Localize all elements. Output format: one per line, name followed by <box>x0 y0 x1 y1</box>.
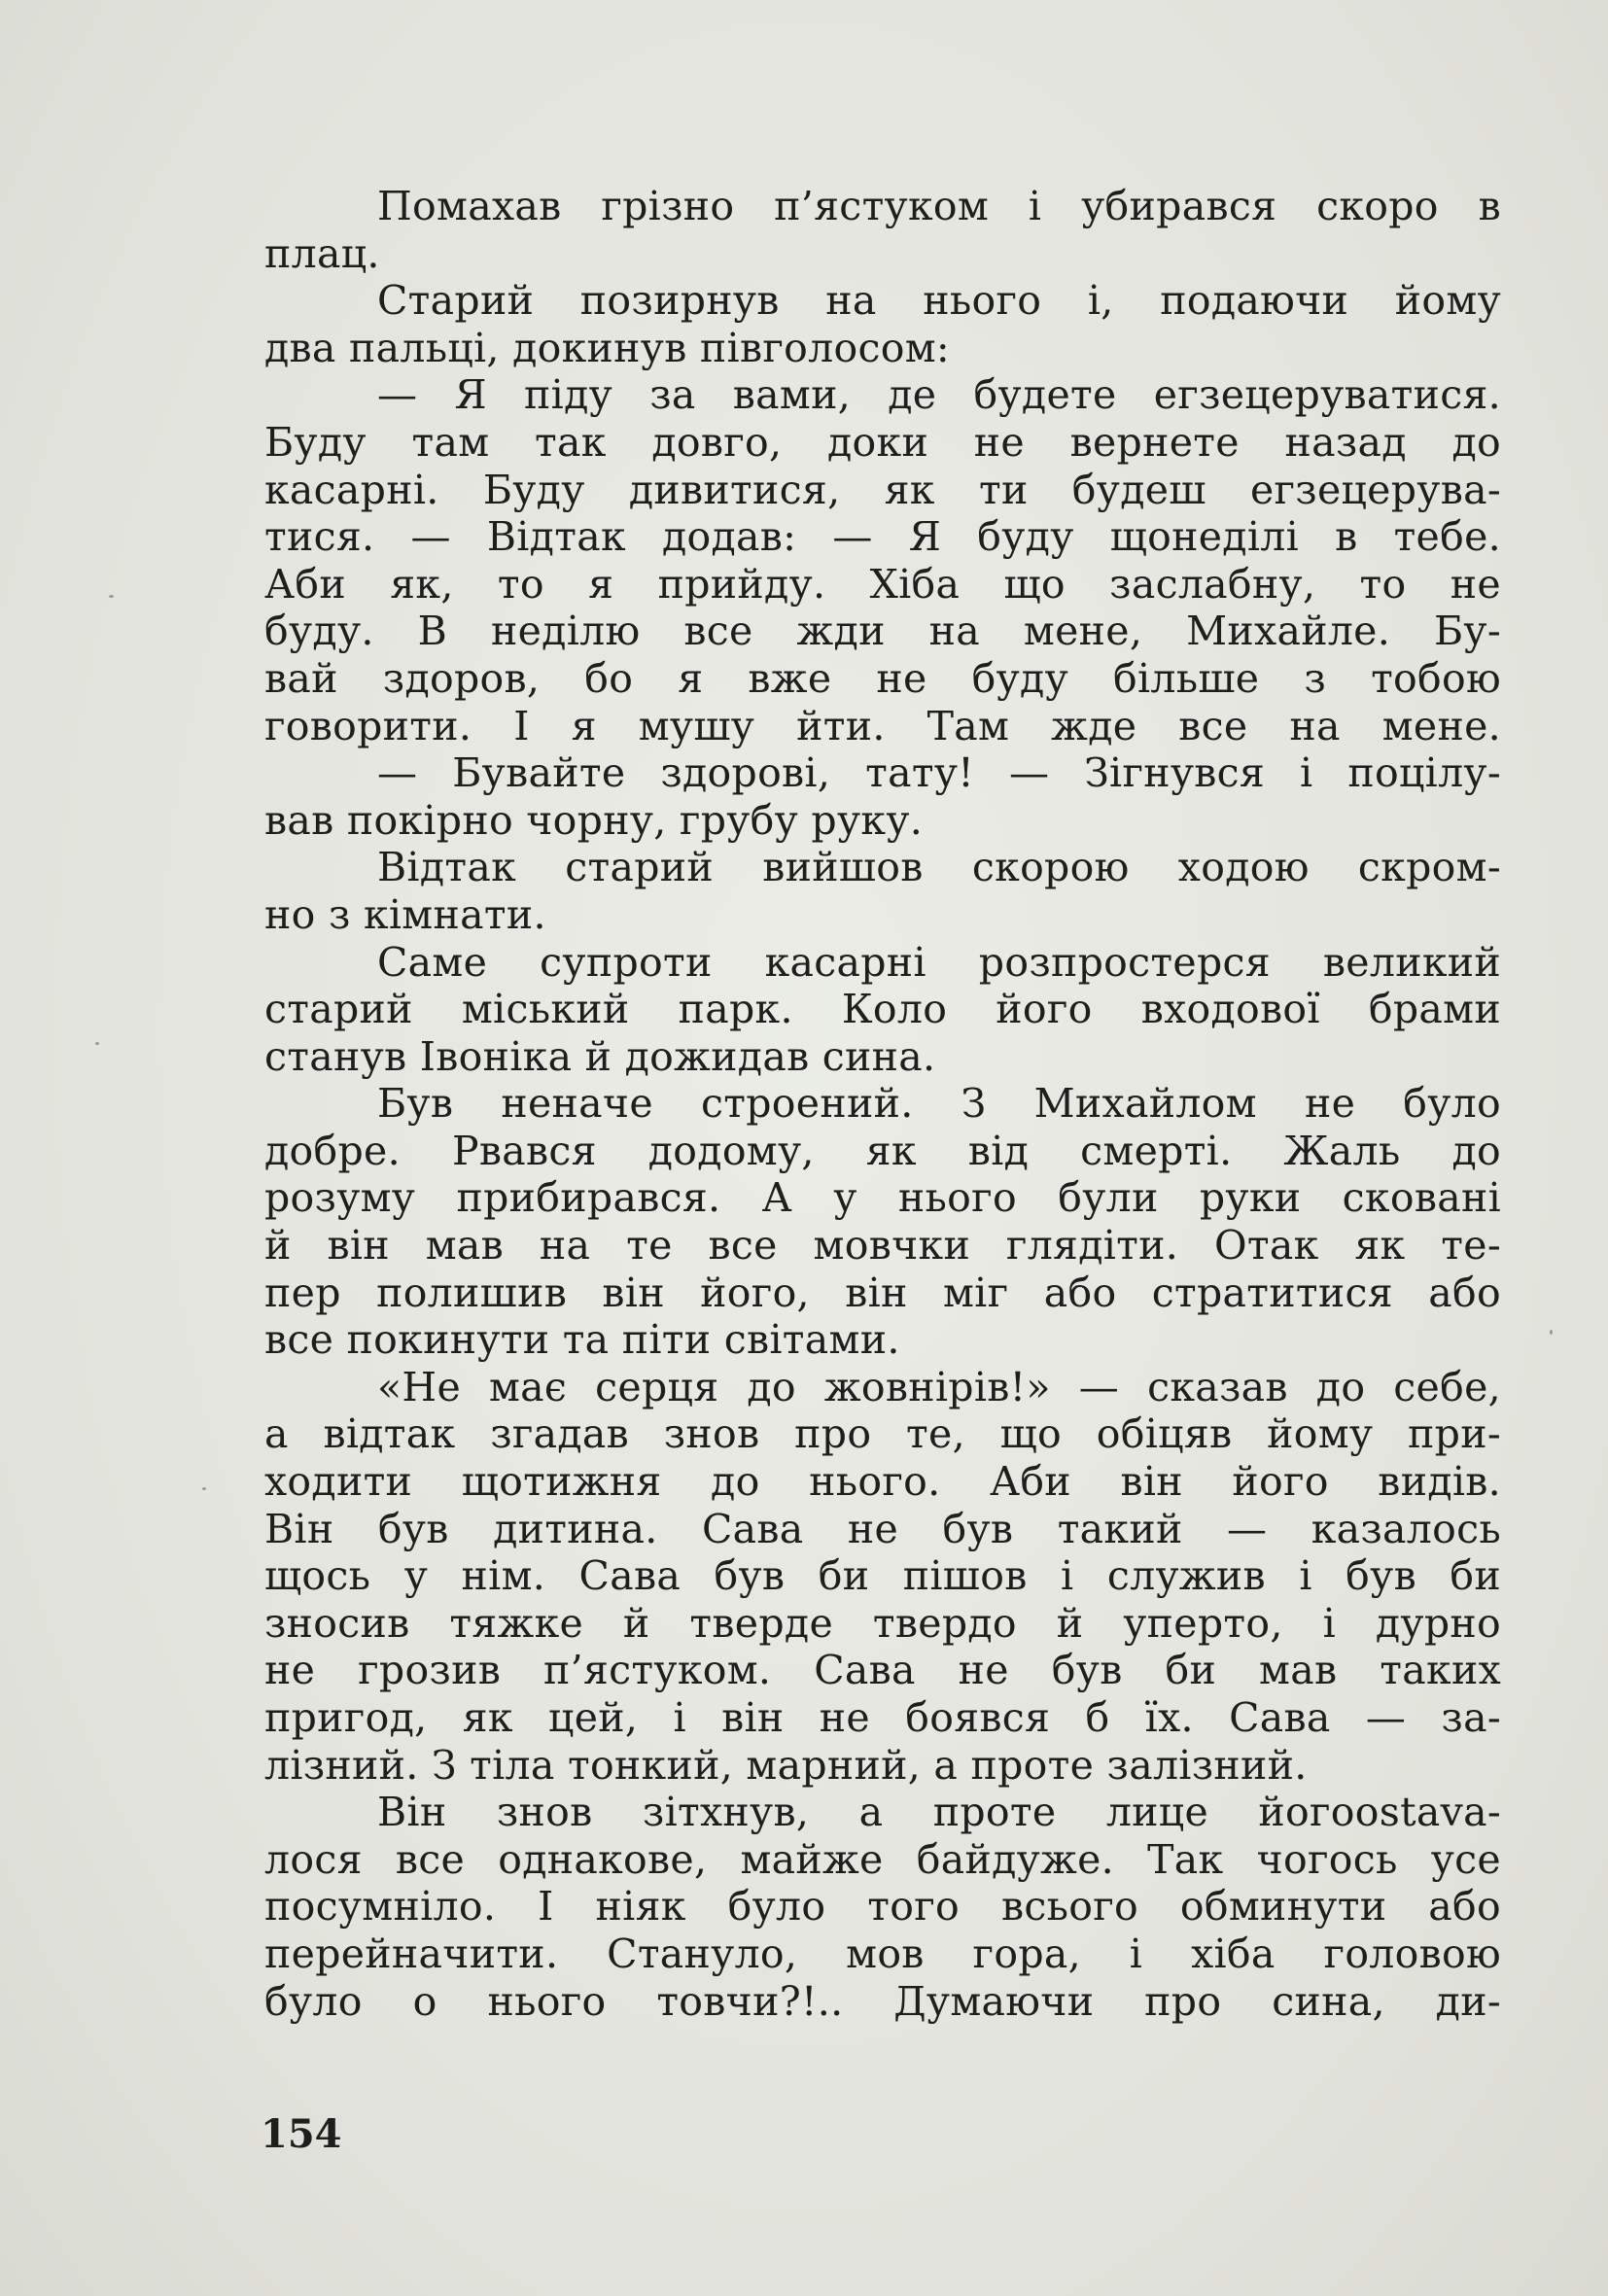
text-line: но з кімнати. <box>264 890 546 938</box>
text-line: лося все однакове, майже байдуже. Так чогось усе <box>264 1835 1501 1883</box>
text-line: тися. — Відтак додав: — Я буду щонеділі в тебе. <box>264 513 1501 561</box>
text-line: — Я піду за вами, де будете егзецеруватися. <box>377 371 1501 419</box>
text-line: розуму прибирався. А у нього були руки сковані <box>264 1174 1501 1222</box>
text-line: касарні. Буду дивитися, як ти будеш егзецерува- <box>264 466 1501 513</box>
paper-speck <box>202 1487 206 1490</box>
text-line: станув Івоніка й дожидав сина. <box>264 1032 936 1080</box>
text-line: вай здоров, бо я вже не буду більше з тобою <box>264 654 1501 702</box>
text-line: все покинути та піти світами. <box>264 1316 900 1364</box>
text-line: Відтак старий вийшов скорою ходою скром- <box>377 844 1501 891</box>
text-line: добре. Рвався додому, як від смерті. Жаль до <box>264 1127 1501 1174</box>
text-line: Він був дитина. Сава не був такий — казалось <box>264 1505 1501 1552</box>
text-line: говорити. І я мушу йти. Там жде все на мене. <box>264 702 1501 749</box>
text-line: пригод, як цей, і він не боявся б їх. Сава — за- <box>264 1694 1501 1741</box>
text-line: пер полишив він його, він міг або стратитися або <box>264 1269 1501 1316</box>
paper-speck <box>1550 1330 1553 1335</box>
text-line: вав покірно чорну, грубу руку. <box>264 796 924 844</box>
text-line: а відтак згадав знов про те, що обіцяв йому при- <box>264 1410 1501 1458</box>
text-line: буду. В неділю все жди на мене, Михайле. Бу- <box>264 608 1501 655</box>
text-line: Був неначе строений. З Михайлом не було <box>377 1080 1501 1128</box>
text-line: зносив тяжке й тверде твердо й уперто, і дурно <box>264 1599 1501 1647</box>
text-line: посумніло. І ніяк було того всього обминути або <box>264 1883 1501 1931</box>
text-line: Помахав грізно п’ястуком і убирався скоро в <box>377 183 1501 229</box>
text-line: два пальці, докинув півголосом: <box>264 324 950 371</box>
text-line: щось у нім. Сава був би пішов і служив і був би <box>264 1552 1501 1600</box>
text-line: було о нього товчи?!.. Думаючи про сина, ди- <box>264 1977 1501 2025</box>
paper-speck <box>109 595 114 598</box>
text-line: Саме супроти касарні розпростерся великий <box>377 938 1501 986</box>
text-line: плац. <box>264 229 380 277</box>
text-line: ходити щотижня до нього. Аби він його видів. <box>264 1458 1501 1506</box>
paper-speck <box>95 1042 99 1045</box>
page-number: 154 <box>261 2111 342 2157</box>
text-line: Буду там так довго, доки не вернете назад до <box>264 418 1501 466</box>
body-text <box>264 183 1501 2025</box>
text-line: й він мав на те все мовчки глядіти. Отак як те- <box>264 1222 1501 1270</box>
text-line: «Не має серця до жовнірів!» — сказав до себе, <box>377 1363 1501 1410</box>
text-line: старий міський парк. Коло його входової брами <box>264 986 1501 1033</box>
text-line: — Бувайте здорові, тату! — Зігнувся і поцілу- <box>377 749 1501 797</box>
text-line: лізний. З тіла тонкий, марний, а проте залізний. <box>264 1741 1308 1789</box>
text-line: не грозив п’ястуком. Сава не був би мав таких <box>264 1647 1501 1694</box>
text-line: Старий позирнув на нього і, подаючи йому <box>377 277 1501 325</box>
text-line: Він знов зітхнув, а проте лице йогоostava- <box>377 1789 1501 1836</box>
text-line: перейначити. Стануло, мов гора, і хіба головою <box>264 1930 1501 1977</box>
text-line: Аби як, то я прийду. Хіба що заслабну, то не <box>264 560 1501 608</box>
